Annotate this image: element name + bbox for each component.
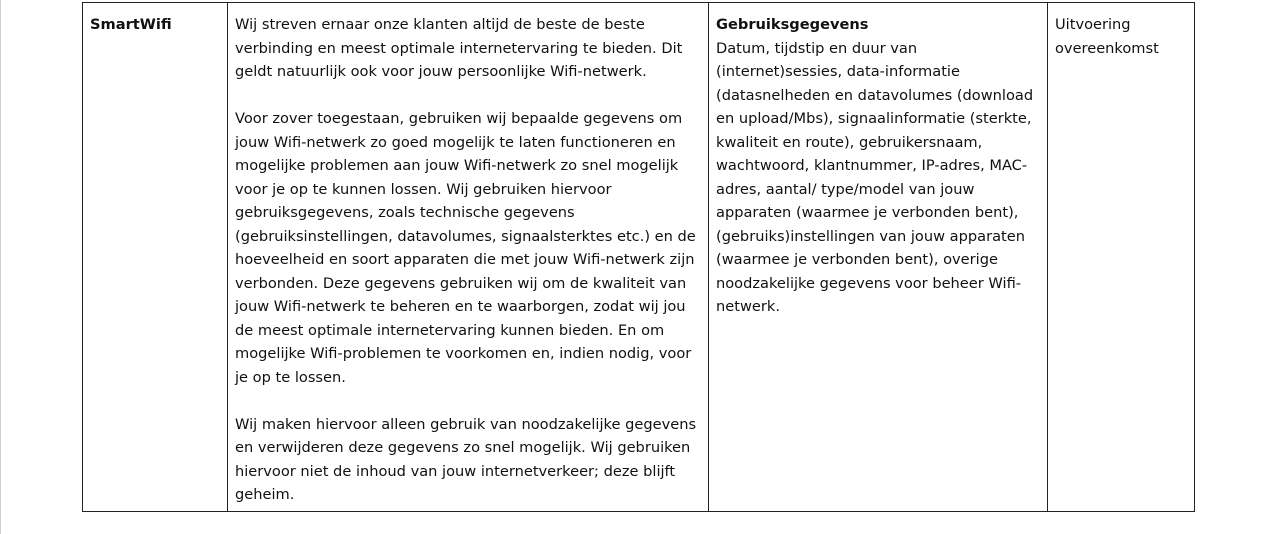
purpose-paragraph-1: Wij streven ernaar onze klanten altijd de beste de beste verbinding en meest optimale internetervaring te bieden. Dit geldt natuurlijk ook voor jouw persoonlijke Wifi-netwerk. (235, 16, 683, 80)
legal-basis-text: Uitvoering overeenkomst (1055, 16, 1159, 57)
purpose-paragraph-2: Voor zover toegestaan, gebruiken wij bepaalde gegevens om jouw Wifi-netwerk zo goed mogelijk te laten functioneren en mogelijke problemen aan jouw Wifi-netwerk zo snel mogelijk voor je op te kunnen lossen. Wij gebruiken hiervoor gebruiksgegevens, zoals technische gegevens (gebruiksinstellingen, datavolumes, signaalsterktes etc.) en de hoeveelheid en soort apparaten die met jouw Wifi-netwerk zijn verbonden. Deze gegevens gebruiken wij om de kwaliteit van jouw Wifi-netwerk te beheren en te waarborgen, zodat wij jou de meest optimale internetervaring kunnen bieden. En om mogelijke Wifi-problemen te voorkomen en, indien nodig, voor je op te lossen. (235, 110, 696, 386)
service-cell (83, 3, 228, 512)
data-category-heading: Gebruiksgegevens (716, 16, 869, 33)
data-cell (709, 3, 1048, 512)
purpose-paragraph-3: Wij maken hiervoor alleen gebruik van noodzakelijke gegevens en verwijderen deze gegevens zo snel mogelijk. Wij gebruiken hiervoor niet de inhoud van jouw internetverkeer; deze blijft geheim. (235, 415, 697, 503)
privacy-table (82, 2, 1195, 512)
page-left-border (0, 0, 1, 534)
purpose-cell (228, 3, 709, 512)
data-category-text: Datum, tijdstip en duur van (internet)sessies, data-informatie (datasnelheden en datavolumes (download en upload/Mbs), signaalinformatie (sterkte, kwaliteit en route), gebruikersnaam, wachtwoord, klantnummer, IP-adres, MAC-adres, aantal/ type/model van jouw apparaten (waarmee je verbonden bent), (gebruiks)instellingen van jouw apparaten (waarmee je verbonden bent), overige noodzakelijke gegevens voor beheer Wifi-netwerk. (716, 39, 1034, 315)
legal-basis-cell (1048, 3, 1195, 512)
table-row (83, 3, 1195, 512)
service-name: SmartWifi (90, 16, 172, 33)
